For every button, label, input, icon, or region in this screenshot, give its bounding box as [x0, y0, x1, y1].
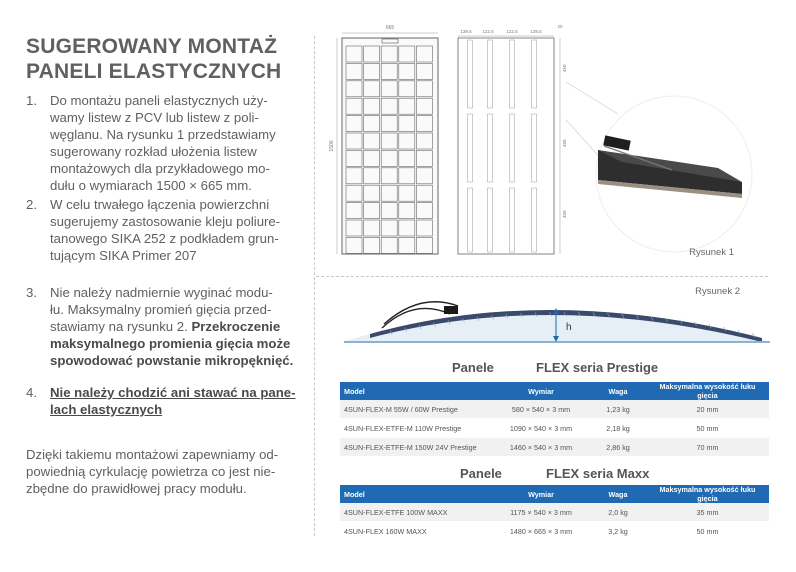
- closing-paragraph: [26, 446, 298, 497]
- column-header: Model: [340, 382, 492, 400]
- warning-text: spowodować powstanie mikropęknięć.: [50, 353, 294, 368]
- list-item: [26, 384, 298, 432]
- horizontal-divider: [316, 276, 768, 277]
- cell-model: 4SUN-FLEX 160W MAXX: [340, 522, 492, 541]
- column-header: Maksymalna wysokość łuku gięcia: [646, 382, 769, 400]
- cell-model: 4SUN-FLEX-ETFE-M 110W Prestige: [340, 419, 492, 438]
- cell-weight: 2,86 kg: [590, 438, 646, 457]
- cell-model: 4SUN-FLEX-ETFE 100W MAXX: [340, 503, 492, 522]
- dim-spacing-label: 450: [562, 64, 567, 72]
- cell-dimension: 580 × 540 × 3 mm: [492, 400, 590, 419]
- dim-spacing-label: 450: [562, 139, 567, 147]
- list-item: [26, 284, 298, 384]
- cell-bend-height: 50 mm: [646, 419, 769, 438]
- dim-spacing-label: 450: [562, 210, 567, 218]
- vertical-divider: [314, 36, 315, 536]
- cell-bend-height: 35 mm: [646, 503, 769, 522]
- table-row: [340, 400, 769, 419]
- cell-dimension: 1175 × 540 × 3 mm: [492, 503, 590, 522]
- item-line: tującym SIKA Primer 207: [50, 248, 197, 263]
- figure-2-label: Rysunek 2: [695, 286, 740, 297]
- item-line: łu. Maksymalny promień gięcia przed-: [50, 302, 272, 317]
- item-line: wamy listew z PCV lub listew z poli-: [50, 110, 259, 125]
- closing-line: Dzięki takiemu montażowi zapewniamy od-: [26, 447, 279, 462]
- column-header: Waga: [590, 485, 646, 503]
- table-title-right: FLEX seria Prestige: [536, 360, 659, 375]
- list-item: [26, 196, 298, 284]
- cell-weight: 2,18 kg: [590, 419, 646, 438]
- cell-bend-height: 20 mm: [646, 400, 769, 419]
- list-number: 3.: [26, 285, 37, 300]
- cell-dimension: 1090 × 540 × 3 mm: [492, 419, 590, 438]
- spec-table-maxx: [340, 485, 769, 541]
- warning-text: Nie należy chodzić ani stawać na pane-: [50, 385, 296, 400]
- cell-bend-height: 50 mm: [646, 522, 769, 541]
- item-line: dułu o wymiarach 1500 × 665 mm.: [50, 178, 252, 193]
- list-number: 1.: [26, 93, 37, 108]
- panel-rear-view: [458, 24, 567, 254]
- table-header-row: [340, 382, 769, 400]
- dim-offset-label: 139,5: [530, 29, 542, 34]
- list-number: 2.: [26, 197, 37, 212]
- item-line: montażowych dla przykładowego mo-: [50, 161, 270, 176]
- dim-width-label: 665: [385, 25, 395, 31]
- height-label: h: [566, 322, 572, 333]
- list-number: 4.: [26, 385, 37, 400]
- dim-height-label: 1500: [329, 140, 335, 152]
- item-line: sugerowany rozkład ułożenia listew: [50, 144, 257, 159]
- column-header: Waga: [590, 382, 646, 400]
- table-1-title: [452, 360, 772, 375]
- table-2-title: [460, 466, 780, 481]
- cell-weight: 2,0 kg: [590, 503, 646, 522]
- cell-model: 4SUN-FLEX-M 55W / 60W Prestige: [340, 400, 492, 419]
- dim-edge-label: 20: [557, 24, 563, 29]
- spec-table-prestige: [340, 382, 769, 457]
- table-title-left: Panele: [460, 466, 502, 481]
- closing-line: zbędne do prawidłowej pracy modułu.: [26, 481, 247, 496]
- title-line-2: PANELI ELASTYCZNYCH: [26, 60, 282, 83]
- item-line: Nie należy nadmiernie wyginać modu-: [50, 285, 273, 300]
- table-title-right: FLEX seria Maxx: [546, 466, 650, 481]
- cell-model: 4SUN-FLEX-ETFE-M 150W 24V Prestige: [340, 438, 492, 457]
- column-header: Wymiar: [492, 485, 590, 503]
- warning-text: lach elastycznych: [50, 402, 163, 417]
- table-row: [340, 419, 769, 438]
- warning-text: maksymalnego promienia gięcia może: [50, 336, 291, 351]
- table-header-row: [340, 485, 769, 503]
- dim-offset-label: 122,5: [506, 29, 518, 34]
- column-header: Model: [340, 485, 492, 503]
- figure-1-label: Rysunek 1: [689, 247, 734, 258]
- list-item: [26, 92, 298, 196]
- cell-weight: 3,2 kg: [590, 522, 646, 541]
- instructions-list: [26, 92, 298, 432]
- table-row: [340, 522, 769, 541]
- panel-front-view: [329, 25, 438, 254]
- dim-offset-label: 122,5: [482, 29, 494, 34]
- cell-bend-height: 70 mm: [646, 438, 769, 457]
- item-line: stawiamy na rysunku 2.: [50, 319, 188, 334]
- cell-weight: 1,23 kg: [590, 400, 646, 419]
- warning-text: Przekroczenie: [191, 319, 281, 334]
- cell-dimension: 1460 × 540 × 3 mm: [492, 438, 590, 457]
- table-title-left: Panele: [452, 360, 494, 375]
- column-header: Maksymalna wysokość łuku gięcia: [646, 485, 769, 503]
- item-line: tanowego SIKA 252 z podkładem grun-: [50, 231, 279, 246]
- table-row: [340, 438, 769, 457]
- item-line: sugerujemy zastosowanie kleju poliure-: [50, 214, 281, 229]
- column-header: Wymiar: [492, 382, 590, 400]
- dim-offset-label: 139,5: [460, 29, 472, 34]
- item-line: W celu trwałego łączenia powierzchni: [50, 197, 270, 212]
- title-line-1: SUGEROWANY MONTAŻ: [26, 35, 278, 58]
- edge-detail-circle: [566, 82, 752, 252]
- figure-1-drawing: [322, 22, 768, 272]
- cell-dimension: 1480 × 665 × 3 mm: [492, 522, 590, 541]
- figure-2-drawing: [330, 284, 770, 348]
- closing-line: powiednią cyrkulację powietrza co jest nie-: [26, 464, 276, 479]
- page-title: [26, 34, 306, 84]
- item-line: Do montażu paneli elastycznych uży-: [50, 93, 268, 108]
- table-row: [340, 503, 769, 522]
- item-line: węglanu. Na rysunku 1 przedstawiamy: [50, 127, 276, 142]
